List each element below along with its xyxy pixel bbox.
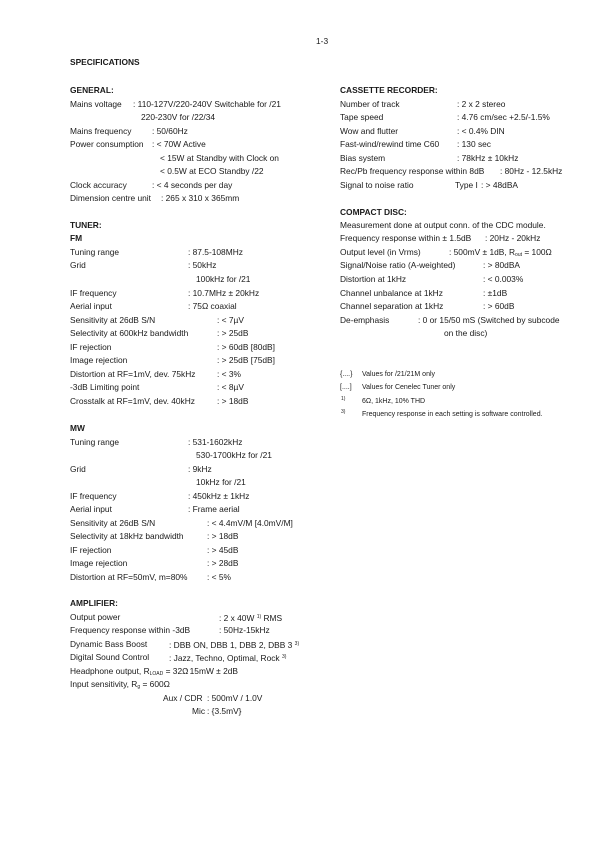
rec-pb-label: Rec/Pb frequency response within 8dB [340, 166, 485, 176]
headphone-output-value: : 15mW ± 2dB [185, 666, 239, 676]
mw-row-label: IF frequency [70, 491, 117, 501]
mw-row-label: Image rejection [70, 558, 128, 568]
page-title: SPECIFICATIONS [70, 57, 140, 67]
headphone-output-label: Headphone output, $R_{LOAD} = 32\Omega$ [70, 666, 189, 677]
fm-row-label: Tuning range [70, 247, 120, 257]
note-text: 6Ω, 1kHz, 10% THD [362, 398, 426, 405]
fm-row-value: : < 7µV [217, 315, 244, 325]
fm-row-value: : 10.7MHz ± 20kHz [188, 288, 260, 298]
mic-label: Mic [192, 706, 206, 716]
dsc-value: : Jazz, Techno, Optimal, Rock $^{3)}$ [169, 653, 287, 663]
cassette-row-label: Wow and flutter [340, 126, 399, 136]
fm-row-value: : > 60dB [80dB] [217, 342, 275, 352]
snr-label: Signal to noise ratio [340, 180, 414, 190]
output-power-label: Output power [70, 612, 121, 622]
cd-heading: COMPACT DISC: [340, 207, 407, 217]
cd-row-value: : ±1dB [483, 288, 508, 298]
cd-row-value: : > 60dB [483, 301, 515, 311]
fm-row-value: : 50kHz [188, 260, 217, 270]
cassette-row-value: : 130 sec [457, 139, 491, 149]
note-text: Values for /21/21M only [362, 371, 436, 378]
dimension-value: : 265 x 310 x 365mm [161, 193, 240, 203]
fm-row-value: : > 25dB [75dB] [217, 355, 275, 365]
mw-row-value: : Frame aerial [188, 504, 240, 514]
frequency-response-label: Frequency response within -3dB [70, 625, 191, 635]
amplifier-heading: AMPLIFIER: [70, 598, 118, 608]
mw-row-value: : < 5% [207, 572, 231, 582]
cassette-row-value: : < 0.4% DIN [457, 126, 505, 136]
fm-row-value: 100kHz for /21 [196, 274, 251, 284]
dsc-label: Digital Sound Control [70, 652, 150, 662]
fm-row-label: Image rejection [70, 355, 128, 365]
mw-row-value: 10kHz for /21 [196, 477, 246, 487]
fm-row-label: Aerial input [70, 301, 112, 311]
cassette-row-label: Fast-wind/rewind time C60 [340, 139, 440, 149]
mw-row-label: Distortion at RF=50mV, m=80% [70, 572, 188, 582]
aux-cdr-label: Aux / CDR [163, 693, 203, 703]
deemphasis-value: : 0 or 15/50 mS (Switched by subcode [418, 315, 560, 325]
cassette-row-value: : 78kHz ± 10kHz [457, 153, 519, 163]
mw-row-value: : 450kHz ± 1kHz [188, 491, 250, 501]
mw-row-label: Sensitivity at 26dB S/N [70, 518, 156, 528]
page-number: 1-3 [316, 36, 329, 46]
dbb-label: Dynamic Bass Boost [70, 639, 148, 649]
power-consumption-label: Power consumption [70, 139, 144, 149]
mw-row-value: 530-1700kHz for /21 [196, 450, 272, 460]
cd-output-value: : 500mV ± 1dB, $R_{out} = 100\Omega$ [449, 247, 552, 258]
mw-row-value: : > 18dB [207, 531, 239, 541]
deemphasis-label: De-emphasis [340, 315, 390, 325]
power-consumption-value: : < 70W Active [152, 139, 206, 149]
cassette-row-label: Tape speed [340, 112, 384, 122]
note-mark: {....} [340, 371, 353, 378]
mw-heading: MW [70, 423, 85, 433]
clock-accuracy-label: Clock accuracy [70, 180, 127, 190]
mw-row-value: : < 4.4mV/M [4.0mV/M] [207, 518, 293, 528]
mains-frequency-value: : 50/60Hz [152, 126, 188, 136]
mains-frequency-label: Mains frequency [70, 126, 132, 136]
fm-row-value: : < 3% [217, 369, 241, 379]
output-power-value: : 2 x 40W $^{1)}$ RMS [219, 613, 283, 623]
cassette-row-value: : 4.76 cm/sec +2.5/-1.5% [457, 112, 550, 122]
mw-row-label: Tuning range [70, 437, 120, 447]
mw-row-value: : > 45dB [207, 545, 239, 555]
dbb-value: : DBB ON, DBB 1, DBB 2, DBB 3 $^{3)}$ [169, 640, 300, 650]
fm-row-value: : > 18dB [217, 396, 249, 406]
cd-row-label: Distortion at 1kHz [340, 274, 407, 284]
power-standby-value: < 15W at Standby with Clock on [160, 153, 279, 163]
note-mark: 1) [341, 396, 346, 402]
fm-row-value: : 87.5-108MHz [188, 247, 243, 257]
mw-row-value: : > 28dB [207, 558, 239, 568]
aux-cdr-value: : 500mV / 1.0V [207, 693, 263, 703]
mains-voltage-value: : 110-127V/220-240V Switchable for /21 [133, 99, 281, 109]
cd-frequency-label: Frequency response within ± 1.5dB [340, 233, 472, 243]
fm-row-value: : > 25dB [217, 328, 249, 338]
fm-row-value: : 75Ω coaxial [188, 301, 237, 311]
mw-row-label: IF rejection [70, 545, 112, 555]
rec-pb-value: : 80Hz - 12.5kHz [500, 166, 563, 176]
fm-row-label: -3dB Limiting point [70, 382, 140, 392]
fm-row-label: Distortion at RF=1mV, dev. 75kHz [70, 369, 196, 379]
power-eco-value: < 0.5W at ECO Standby /22 [160, 166, 264, 176]
mains-voltage-value-2: 220-230V for /22/34 [141, 112, 216, 122]
cd-row-label: Channel separation at 1kHz [340, 301, 444, 311]
cd-frequency-value: : 20Hz - 20kHz [485, 233, 541, 243]
fm-row-label: Crosstalk at RF=1mV, dev. 40kHz [70, 396, 195, 406]
mw-row-label: Grid [70, 464, 86, 474]
snr-value: : > 48dBA [481, 180, 519, 190]
cassette-row-label: Bias system [340, 153, 386, 163]
cassette-row-value: : 2 x 2 stereo [457, 99, 506, 109]
mw-row-label: Selectivity at 18kHz bandwidth [70, 531, 184, 541]
deemphasis-value-2: on the disc) [444, 328, 488, 338]
cd-row-value: : < 0.003% [483, 274, 524, 284]
note-text: Values for Cenelec Tuner only [362, 384, 456, 391]
cd-row-label: Signal/Noise ratio (A-weighted) [340, 260, 456, 270]
snr-type: Type I [455, 180, 478, 190]
input-sensitivity-label: Input sensitivity, $R_g = 600\Omega$ [70, 679, 170, 690]
cd-row-value: : > 80dBA [483, 260, 521, 270]
dimension-label: Dimension centre unit [70, 193, 151, 203]
general-heading: GENERAL: [70, 85, 114, 95]
cd-output-label: Output level (in Vrms) [340, 247, 421, 257]
fm-row-label: IF frequency [70, 288, 117, 298]
cassette-row-label: Number of track [340, 99, 400, 109]
mw-row-value: : 9kHz [188, 464, 212, 474]
mw-row-value: : 531-1602kHz [188, 437, 243, 447]
note-mark: [....] [340, 384, 352, 391]
fm-row-value: : < 8µV [217, 382, 244, 392]
fm-heading: FM [70, 233, 83, 243]
note-mark: 3) [341, 409, 346, 415]
mic-value: : {3.5mV} [207, 706, 242, 716]
cd-row-label: Channel unbalance at 1kHz [340, 288, 443, 298]
cd-measurement-note: Measurement done at output conn. of the CDC module. [340, 220, 546, 230]
fm-row-label: Grid [70, 260, 86, 270]
cassette-heading: CASSETTE RECORDER: [340, 85, 438, 95]
fm-row-label: Selectivity at 600kHz bandwidth [70, 328, 189, 338]
clock-accuracy-value: : < 4 seconds per day [152, 180, 233, 190]
fm-row-label: Sensitivity at 26dB S/N [70, 315, 156, 325]
mw-row-label: Aerial input [70, 504, 112, 514]
note-text: Frequency response in each setting is software controlled. [362, 411, 543, 418]
mains-voltage-label: Mains voltage [70, 99, 122, 109]
tuner-heading: TUNER: [70, 220, 102, 230]
fm-row-label: IF rejection [70, 342, 112, 352]
frequency-response-value: : 50Hz-15kHz [219, 625, 270, 635]
